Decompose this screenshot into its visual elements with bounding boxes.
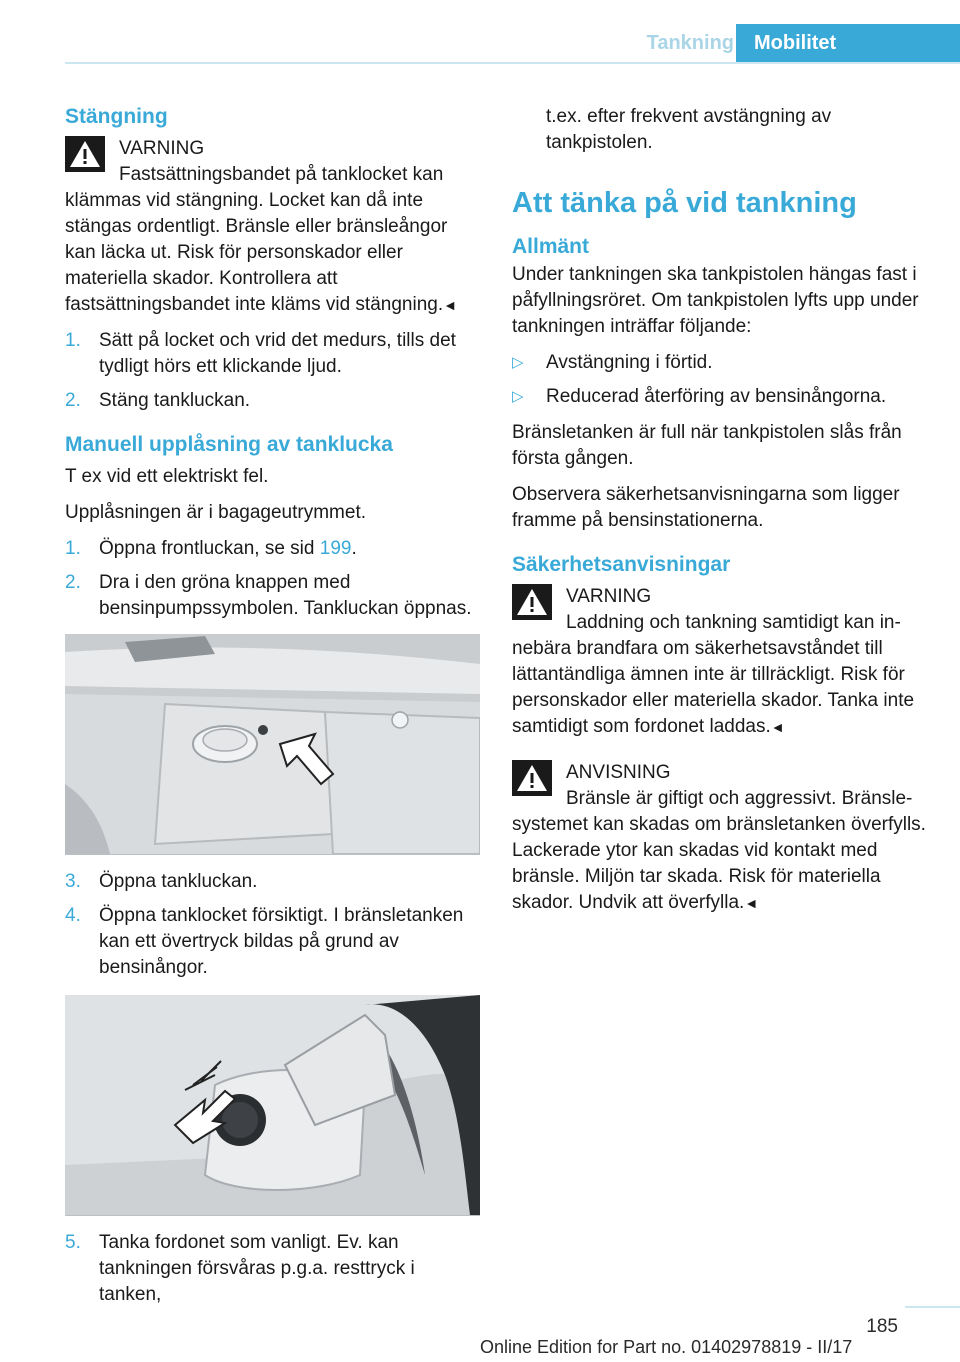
- page-reference-link[interactable]: 199: [319, 538, 352, 559]
- notice-text: systemet kan skadas om bränsletanken överfylls. Lackerade ytor kan skadas vid kontakt med bränsle. Miljön tar skada. Risk för materiella skador. Undvik att överfylla.: [512, 814, 926, 913]
- tab-tankning[interactable]: Tankning: [646, 32, 734, 54]
- notice-label: ANVISNING: [566, 762, 671, 783]
- step-continuation: t.ex. efter frekvent avstängning av tankpistolen.: [546, 106, 832, 153]
- step-text: Dra i den gröna knappen med bensinpumpssymbolen. Tankluckan öppnas.: [99, 572, 472, 619]
- list-item: [512, 350, 927, 376]
- tab-mobilitet[interactable]: Mobilitet: [736, 24, 960, 62]
- warning-first-line: Fastsättningsbandet på tanklocket kan: [119, 164, 444, 185]
- list-item: [65, 570, 480, 622]
- list-item: [512, 384, 927, 410]
- closing-steps: [65, 328, 480, 414]
- warning-label: VARNING: [119, 138, 205, 159]
- list-item: [65, 1230, 480, 1308]
- step-text: Tanka fordonet som vanligt. Ev. kan tankningen försvåras p.g.a. resttryck i tanken,: [99, 1232, 415, 1305]
- bullet-list: [512, 350, 927, 410]
- warning-label: VARNING: [566, 586, 652, 607]
- end-marker: ◄: [770, 719, 785, 735]
- step-number: 2.: [65, 390, 81, 411]
- notice-box: [512, 760, 927, 916]
- page-number-rule: [905, 1306, 960, 1308]
- step-number: 2.: [65, 572, 81, 593]
- bullet-triangle-icon: ▷: [512, 354, 524, 371]
- left-column: [65, 104, 480, 1318]
- trunk-photo-illustration: [65, 634, 480, 854]
- step-text: Öppna tankluckan.: [99, 871, 258, 892]
- bullet-text: Avstängning i förtid.: [546, 352, 713, 373]
- warning-text: nebära brandfara om säkerhetsavståndet till lättantändliga ämnen inte är tillräckligt. Risk för personskador eller materiella skador. Tanka inte samtidigt som fordonet laddas.: [512, 638, 915, 737]
- end-marker: ◄: [744, 895, 759, 911]
- manual-steps: [65, 536, 480, 622]
- header-rule: [65, 62, 960, 64]
- step-text: Öppna tanklocket försiktigt. I bränsletanken kan ett övertryck bildas på grund av bensinångor.: [99, 905, 464, 978]
- paragraph: Bränsletanken är full när tankpistolen slås från första gången.: [512, 422, 902, 469]
- step-number: 5.: [65, 1232, 81, 1253]
- step-number: 4.: [65, 905, 81, 926]
- footer-edition: Online Edition for Part no. 01402978819 - II/17: [480, 1337, 853, 1357]
- paragraph: Observera säkerhetsanvisningarna som ligger framme på bensinstationerna.: [512, 484, 900, 531]
- bullet-text: Reducerad återföring av bensinångorna.: [546, 386, 887, 407]
- step-text: Öppna frontluckan, se sid: [99, 538, 315, 559]
- paragraph: Upplåsningen är i bagageutrymmet.: [65, 502, 367, 523]
- section-title-closing: Stängning: [65, 105, 168, 128]
- list-item: [65, 869, 480, 895]
- section-title-manual: Manuell upplåsning av tanklucka: [65, 433, 393, 456]
- warning-box: [65, 136, 480, 318]
- fuel-cap-photo-illustration: [65, 995, 480, 1215]
- page-number: 185: [866, 1316, 898, 1337]
- list-item: [65, 328, 480, 380]
- end-marker: ◄: [443, 297, 457, 313]
- step-number: 1.: [65, 538, 81, 559]
- warning-first-line: Laddning och tankning samtidigt kan in-: [566, 612, 901, 633]
- right-column: [512, 104, 927, 926]
- section-title-safety: Säkerhetsanvisningar: [512, 553, 731, 576]
- list-item: [65, 388, 480, 414]
- notice-first-line: Bränsle är giftigt och aggressivt. Bränsle-: [566, 788, 913, 809]
- warning-box: [512, 584, 927, 740]
- steps-after-figure: [65, 869, 480, 981]
- step-text: Sätt på locket och vrid det medurs, tills det tydligt hörs ett klickande ljud.: [99, 330, 456, 377]
- figure-fuel-cap: [65, 995, 480, 1216]
- warning-text: klämmas vid stängning. Locket kan då inte stängas ordentligt. Bränsle eller bränsleångor kan läcka ut. Risk för personskador eller materiella skador. Kontrollera att fastsättningsbandet inte kläms vid stängning.: [65, 190, 448, 315]
- paragraph: Under tankningen ska tankpistolen hängas fast i påfyllningsröret. Om tankpistolen lyfts upp under tankningen inträffar följande:: [512, 264, 919, 337]
- step-text: Stäng tankluckan.: [99, 390, 251, 411]
- paragraph: T ex vid ett elektriskt fel.: [65, 466, 269, 487]
- list-item: [65, 536, 480, 562]
- step-text-end: .: [351, 538, 357, 559]
- step-five-list: [65, 1230, 480, 1308]
- bullet-triangle-icon: ▷: [512, 388, 524, 405]
- section-title-general: Allmänt: [512, 235, 590, 258]
- step-number: 1.: [65, 330, 81, 351]
- warning-triangle-icon: [65, 136, 105, 172]
- chapter-title: Att tänka på vid tankning: [512, 187, 857, 219]
- step-number: 3.: [65, 871, 81, 892]
- notice-triangle-icon: [512, 760, 552, 796]
- warning-triangle-icon: [512, 584, 552, 620]
- figure-trunk-release: [65, 634, 480, 855]
- list-item: [65, 903, 480, 981]
